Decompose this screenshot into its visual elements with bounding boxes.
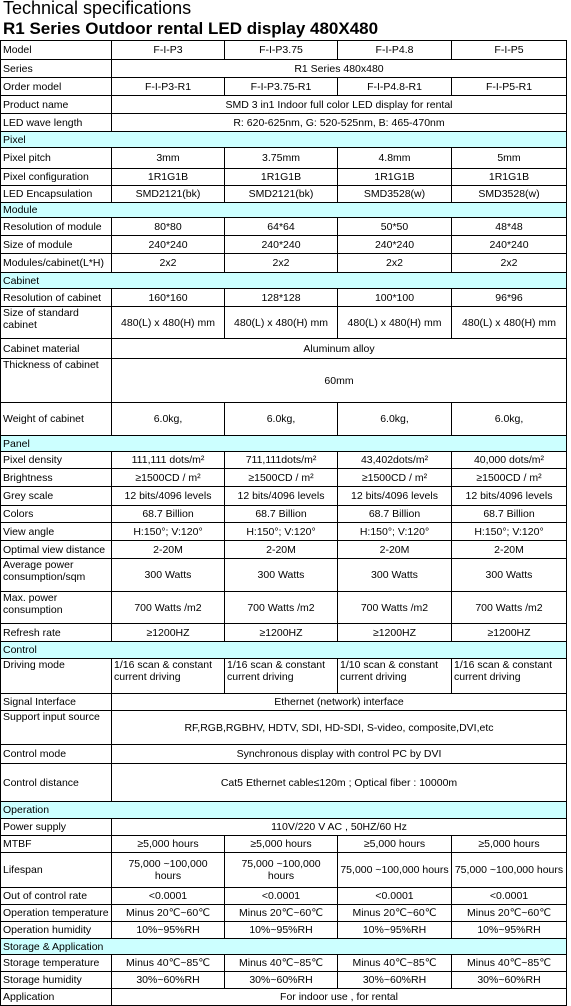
spec-value: 300 Watts <box>112 559 225 592</box>
spec-label: Pixel density <box>1 452 112 469</box>
spec-row <box>1 972 567 989</box>
spec-value: 50*50 <box>338 218 452 236</box>
spec-row <box>1 989 567 1006</box>
spec-row <box>1 819 567 836</box>
spec-value: 480(L) x 480(H) mm <box>112 307 225 339</box>
spec-value: 43,402dots/m² <box>338 452 452 469</box>
spec-label: Power supply <box>1 819 112 836</box>
spec-label: Brightness <box>1 469 112 487</box>
section-title: Cabinet <box>1 273 567 289</box>
spec-value: F-I-P5-R1 <box>452 78 567 96</box>
spec-value: F-I-P3.75-R1 <box>225 78 338 96</box>
spec-table-body <box>1 41 567 1006</box>
spec-value: 2-20M <box>338 541 452 559</box>
spec-value: Minus 40℃~85℃ <box>452 955 567 972</box>
spec-value: 2x2 <box>225 254 338 273</box>
spec-value: ≥5,000 hours <box>452 836 567 853</box>
spec-label: Control distance <box>1 764 112 802</box>
spec-value: 6.0kg, <box>452 403 567 436</box>
spec-value: 300 Watts <box>452 559 567 592</box>
spec-value: ≥5,000 hours <box>225 836 338 853</box>
section-title: Control <box>1 642 567 659</box>
spec-value: Minus 40℃~85℃ <box>338 955 452 972</box>
spec-value: Minus 20℃~60℃ <box>225 905 338 922</box>
spec-row <box>1 711 567 745</box>
spec-row <box>1 169 567 186</box>
spec-label: Average power consumption/sqm <box>1 559 112 592</box>
section-title: Storage & Application <box>1 939 567 955</box>
spec-value: 64*64 <box>225 218 338 236</box>
spec-row <box>1 307 567 339</box>
spec-row <box>1 339 567 359</box>
spec-value: 75,000 ~100,000 hours <box>112 853 225 888</box>
spec-value: H:150°; V:120° <box>225 523 338 541</box>
spec-row <box>1 78 567 96</box>
spec-value: ≥5,000 hours <box>112 836 225 853</box>
spec-value: 240*240 <box>225 236 338 254</box>
spec-value: 68.7 Billion <box>338 506 452 523</box>
spec-value: 30%~60%RH <box>225 972 338 989</box>
spec-value: F-I-P4.8 <box>338 41 452 60</box>
spec-label: Grey scale <box>1 487 112 506</box>
spec-value: ≥1500CD / m² <box>452 469 567 487</box>
spec-value: 68.7 Billion <box>112 506 225 523</box>
spec-value: 711,111dots/m² <box>225 452 338 469</box>
spec-value: 10%~95%RH <box>338 922 452 939</box>
spec-label: Storage humidity <box>1 972 112 989</box>
spec-value: 1/16 scan & constant current driving <box>112 659 225 694</box>
spec-value: 240*240 <box>112 236 225 254</box>
spec-row <box>1 888 567 905</box>
spec-value: 4.8mm <box>338 148 452 169</box>
spec-row <box>1 764 567 802</box>
spec-label: MTBF <box>1 836 112 853</box>
spec-label: Size of standard cabinet <box>1 307 112 339</box>
spec-value: ≥5,000 hours <box>338 836 452 853</box>
spec-row <box>1 506 567 523</box>
spec-row <box>1 254 567 273</box>
spec-value: 1/16 scan & constant current driving <box>225 659 338 694</box>
spec-value: 2x2 <box>338 254 452 273</box>
spec-row <box>1 403 567 436</box>
spec-value: 3.75mm <box>225 148 338 169</box>
spec-row <box>1 236 567 254</box>
spec-label: Out of control rate <box>1 888 112 905</box>
spec-row <box>1 905 567 922</box>
spec-value: 75,000 ~100,000 hours <box>225 853 338 888</box>
spec-label: LED Encapsulation <box>1 186 112 203</box>
spec-value: 2-20M <box>112 541 225 559</box>
spec-value: 480(L) x 480(H) mm <box>452 307 567 339</box>
spec-value: <0.0001 <box>452 888 567 905</box>
spec-label: Storage temperature <box>1 955 112 972</box>
spec-value: 96*96 <box>452 289 567 307</box>
spec-row <box>1 60 567 78</box>
spec-row <box>1 218 567 236</box>
spec-label: Size of module <box>1 236 112 254</box>
spec-value: 6.0kg, <box>112 403 225 436</box>
spec-label: Cabinet material <box>1 339 112 359</box>
spec-row <box>1 487 567 506</box>
spec-value: H:150°; V:120° <box>112 523 225 541</box>
spec-label: Product name <box>1 96 112 114</box>
spec-value: <0.0001 <box>112 888 225 905</box>
spec-value: 110V/220 V AC , 50HZ/60 Hz <box>112 819 567 836</box>
document-title: Technical specifications <box>3 0 192 18</box>
spec-row <box>1 592 567 624</box>
spec-label: Pixel pitch <box>1 148 112 169</box>
document-subtitle: R1 Series Outdoor rental LED display 480X480 <box>3 19 379 38</box>
spec-row <box>1 853 567 888</box>
spec-table <box>0 40 567 1006</box>
spec-row <box>1 955 567 972</box>
spec-value: 700 Watts /m2 <box>338 592 452 624</box>
spec-value: 1/10 scan & constant current driving <box>338 659 452 694</box>
section-header <box>1 132 567 148</box>
spec-value: 80*80 <box>112 218 225 236</box>
spec-value: 12 bits/4096 levels <box>452 487 567 506</box>
spec-value: F-I-P3.75 <box>225 41 338 60</box>
spec-value: 1R1G1B <box>452 169 567 186</box>
spec-value: SMD 3 in1 Indoor full color LED display for rental <box>112 96 567 114</box>
spec-value: 30%~60%RH <box>338 972 452 989</box>
spec-value: 60mm <box>112 359 567 403</box>
spec-label: Series <box>1 60 112 78</box>
spec-value: 128*128 <box>225 289 338 307</box>
spec-value: <0.0001 <box>225 888 338 905</box>
spec-value: F-I-P5 <box>452 41 567 60</box>
spec-value: 1R1G1B <box>338 169 452 186</box>
spec-value: Minus 40℃~85℃ <box>225 955 338 972</box>
spec-value: 1/16 scan & constant current driving <box>452 659 567 694</box>
spec-value: 5mm <box>452 148 567 169</box>
spec-value: 12 bits/4096 levels <box>112 487 225 506</box>
spec-row <box>1 452 567 469</box>
spec-row <box>1 359 567 403</box>
spec-value: ≥1200HZ <box>225 624 338 642</box>
spec-label: Operation temperature <box>1 905 112 922</box>
spec-row <box>1 96 567 114</box>
section-header <box>1 273 567 289</box>
spec-value: ≥1200HZ <box>112 624 225 642</box>
spec-value: 700 Watts /m2 <box>452 592 567 624</box>
spec-row <box>1 469 567 487</box>
spec-value: 240*240 <box>338 236 452 254</box>
spec-value: SMD3528(w) <box>338 186 452 203</box>
spec-value: ≥1500CD / m² <box>338 469 452 487</box>
spec-label: Optimal view distance <box>1 541 112 559</box>
section-title: Pixel <box>1 132 567 148</box>
spec-row <box>1 114 567 132</box>
spec-value: 12 bits/4096 levels <box>338 487 452 506</box>
spec-label: Resolution of cabinet <box>1 289 112 307</box>
spec-value: Minus 20℃~60℃ <box>338 905 452 922</box>
spec-row <box>1 41 567 60</box>
spec-row <box>1 559 567 592</box>
spec-value: 75,000 ~100,000 hours <box>338 853 452 888</box>
spec-value: 2x2 <box>452 254 567 273</box>
spec-value: Minus 20℃~60℃ <box>452 905 567 922</box>
spec-value: 10%~95%RH <box>225 922 338 939</box>
spec-value: 10%~95%RH <box>112 922 225 939</box>
spec-value: 240*240 <box>452 236 567 254</box>
spec-label: Thickness of cabinet <box>1 359 112 403</box>
spec-value: ≥1200HZ <box>452 624 567 642</box>
spec-value: 1R1G1B <box>112 169 225 186</box>
spec-label: Control mode <box>1 745 112 764</box>
spec-value: Aluminum alloy <box>112 339 567 359</box>
spec-value: 300 Watts <box>338 559 452 592</box>
section-header <box>1 642 567 659</box>
spec-value: Minus 40℃~85℃ <box>112 955 225 972</box>
spec-label: View angle <box>1 523 112 541</box>
spec-value: 480(L) x 480(H) mm <box>225 307 338 339</box>
spec-value: 2-20M <box>225 541 338 559</box>
spec-value: 10%~95%RH <box>452 922 567 939</box>
spec-value: For indoor use , for rental <box>112 989 567 1006</box>
spec-value: 1R1G1B <box>225 169 338 186</box>
section-title: Operation <box>1 802 567 819</box>
spec-value: H:150°; V:120° <box>452 523 567 541</box>
spec-value: Minus 20℃~60℃ <box>112 905 225 922</box>
spec-value: 40,000 dots/m² <box>452 452 567 469</box>
spec-row <box>1 523 567 541</box>
section-header <box>1 203 567 218</box>
spec-value: 2-20M <box>452 541 567 559</box>
spec-value: 700 Watts /m2 <box>225 592 338 624</box>
section-header <box>1 436 567 452</box>
section-title: Module <box>1 203 567 218</box>
spec-label: LED wave length <box>1 114 112 132</box>
spec-value: 480(L) x 480(H) mm <box>338 307 452 339</box>
spec-label: Max. power consumption <box>1 592 112 624</box>
spec-value: 160*160 <box>112 289 225 307</box>
spec-label: Driving mode <box>1 659 112 694</box>
spec-row <box>1 922 567 939</box>
spec-value: 3mm <box>112 148 225 169</box>
spec-value: Ethernet (network) interface <box>112 694 567 711</box>
spec-label: Colors <box>1 506 112 523</box>
spec-label: Signal Interface <box>1 694 112 711</box>
spec-label: Refresh rate <box>1 624 112 642</box>
spec-value: F-I-P3 <box>112 41 225 60</box>
spec-value: Cat5 Ethernet cable≤120m ; Optical fiber : 10000m <box>112 764 567 802</box>
spec-label: Support input source <box>1 711 112 745</box>
spec-value: R1 Series 480x480 <box>112 60 567 78</box>
spec-label: Pixel configuration <box>1 169 112 186</box>
spec-label: Model <box>1 41 112 60</box>
spec-label: Weight of cabinet <box>1 403 112 436</box>
spec-label: Order model <box>1 78 112 96</box>
spec-value: F-I-P4.8-R1 <box>338 78 452 96</box>
spec-value: SMD2121(bk) <box>225 186 338 203</box>
spec-value: R: 620-625nm, G: 520-525nm, B: 465-470nm <box>112 114 567 132</box>
spec-value: SMD2121(bk) <box>112 186 225 203</box>
spec-value: 48*48 <box>452 218 567 236</box>
spec-row <box>1 541 567 559</box>
spec-value: 75,000 ~100,000 hours <box>452 853 567 888</box>
spec-value: 300 Watts <box>225 559 338 592</box>
spec-value: 100*100 <box>338 289 452 307</box>
spec-value: 700 Watts /m2 <box>112 592 225 624</box>
spec-value: 68.7 Billion <box>225 506 338 523</box>
spec-value: 68.7 Billion <box>452 506 567 523</box>
spec-row <box>1 289 567 307</box>
spec-label: Operation humidity <box>1 922 112 939</box>
spec-row <box>1 148 567 169</box>
spec-row <box>1 624 567 642</box>
spec-value: ≥1200HZ <box>338 624 452 642</box>
spec-value: H:150°; V:120° <box>338 523 452 541</box>
spec-value: 2x2 <box>112 254 225 273</box>
spec-value: 6.0kg, <box>338 403 452 436</box>
spec-label: Modules/cabinet(L*H) <box>1 254 112 273</box>
section-header <box>1 802 567 819</box>
spec-value: Synchronous display with control PC by DVI <box>112 745 567 764</box>
spec-label: Application <box>1 989 112 1006</box>
spec-value: ≥1500CD / m² <box>112 469 225 487</box>
spec-row <box>1 745 567 764</box>
spec-row <box>1 186 567 203</box>
spec-label: Lifespan <box>1 853 112 888</box>
section-title: Panel <box>1 436 567 452</box>
spec-value: <0.0001 <box>338 888 452 905</box>
spec-label: Resolution of module <box>1 218 112 236</box>
spec-value: RF,RGB,RGBHV, HDTV, SDI, HD-SDI, S-video, composite,DVI,etc <box>112 711 567 745</box>
spec-value: 111,111 dots/m² <box>112 452 225 469</box>
spec-value: 30%~60%RH <box>112 972 225 989</box>
spec-row <box>1 836 567 853</box>
spec-value: SMD3528(w) <box>452 186 567 203</box>
spec-row <box>1 694 567 711</box>
spec-value: 12 bits/4096 levels <box>225 487 338 506</box>
spec-value: 6.0kg, <box>225 403 338 436</box>
spec-value: 30%~60%RH <box>452 972 567 989</box>
spec-value: ≥1500CD / m² <box>225 469 338 487</box>
spec-value: F-I-P3-R1 <box>112 78 225 96</box>
spec-row <box>1 659 567 694</box>
section-header <box>1 939 567 955</box>
